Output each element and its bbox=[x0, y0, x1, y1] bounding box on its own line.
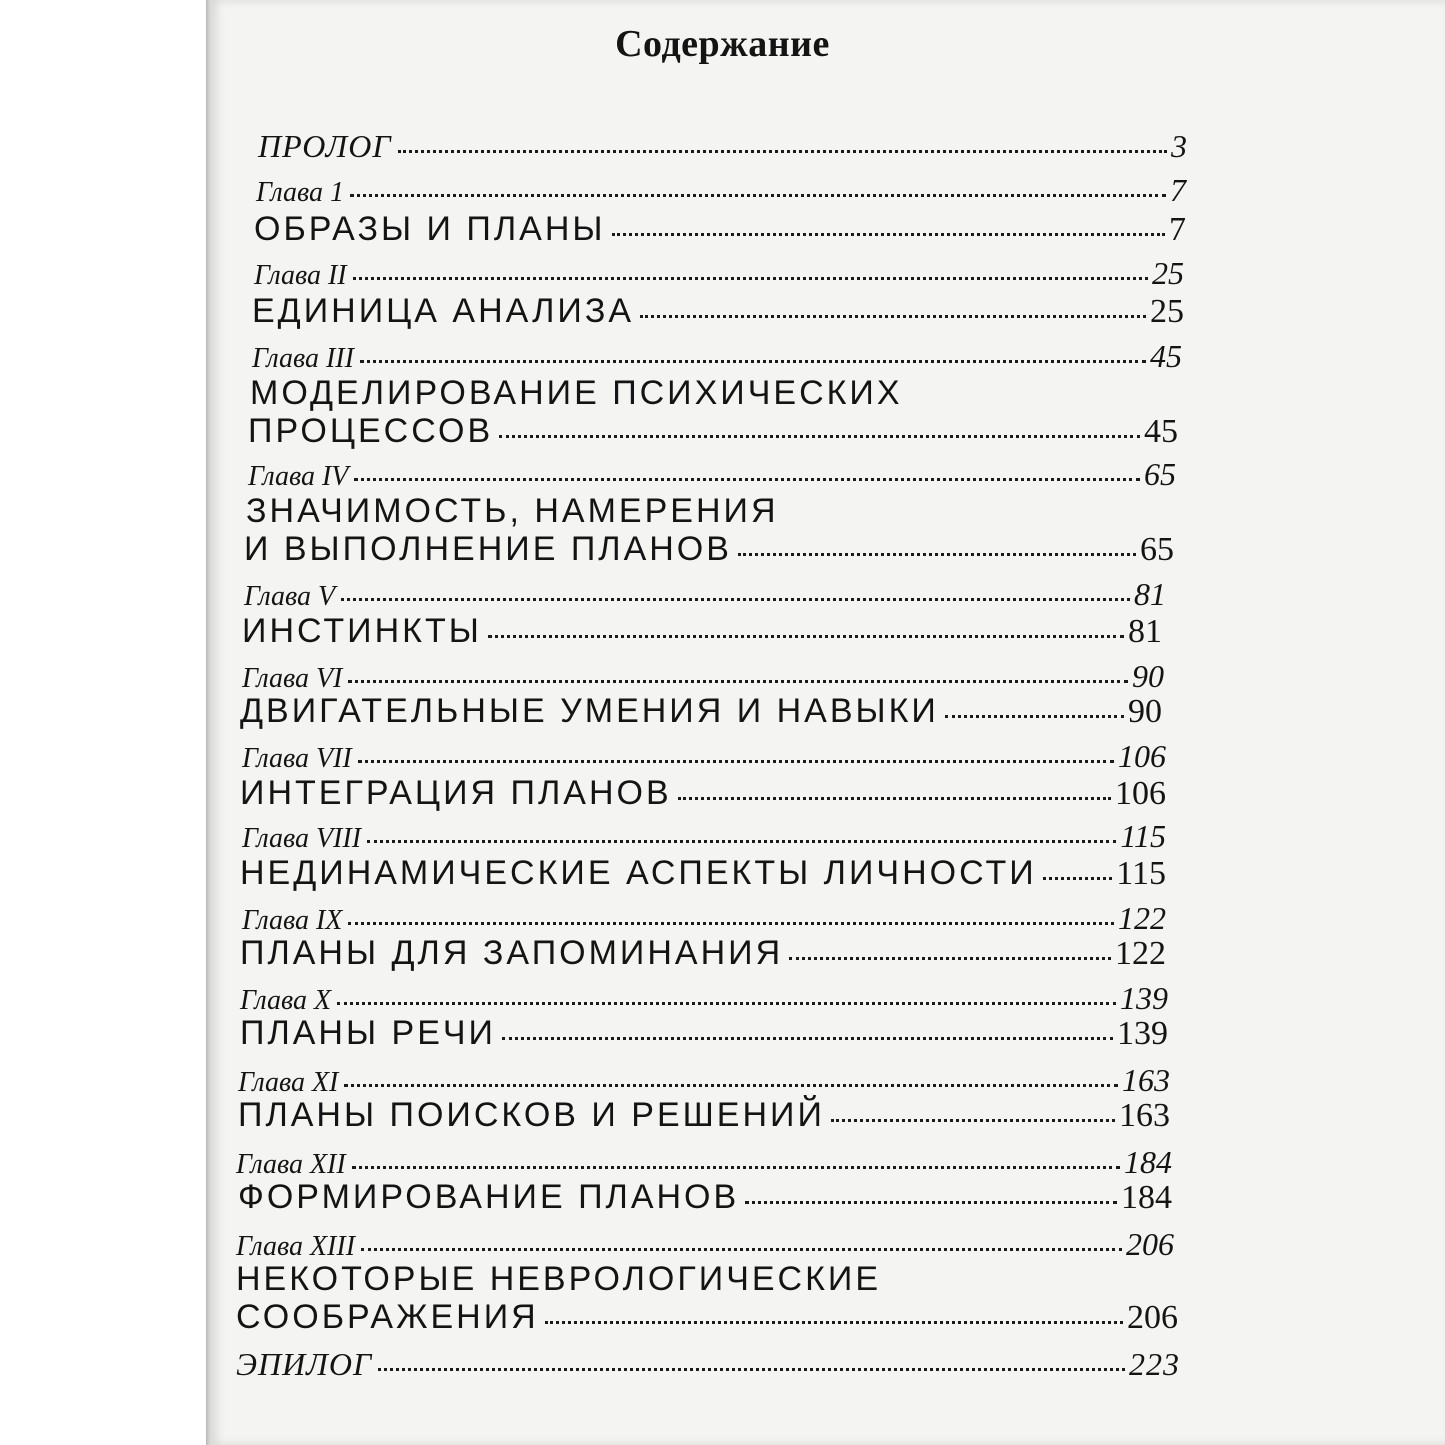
dot-leader bbox=[789, 954, 1111, 960]
dot-leader bbox=[353, 274, 1148, 280]
toc-chapter-6[interactable] bbox=[242, 658, 1164, 695]
heading-label: НЕДИНАМИЧЕСКИЕ АСПЕКТЫ ЛИЧНОСТИ bbox=[240, 854, 1037, 892]
chapter-page-number: 65 bbox=[1144, 456, 1176, 492]
dot-leader bbox=[354, 475, 1140, 481]
chapter-page-number: 139 bbox=[1120, 980, 1168, 1016]
heading-page-number: 25 bbox=[1150, 293, 1184, 330]
dot-leader bbox=[1043, 874, 1113, 880]
dot-leader bbox=[367, 837, 1116, 843]
chapter-page-number: 45 bbox=[1150, 338, 1182, 374]
toc-heading-13-line1[interactable]: НЕКОТОРЫЕ НЕВРОЛОГИЧЕСКИЕ bbox=[236, 1260, 882, 1298]
heading-page-number: 184 bbox=[1121, 1179, 1172, 1216]
toc-heading-4-line1[interactable]: ЗНАЧИМОСТЬ, НАМЕРЕНИЯ bbox=[246, 492, 779, 530]
chapter-label: Глава XII bbox=[236, 1149, 346, 1180]
entry-label: ПРОЛОГ bbox=[258, 128, 392, 164]
toc-heading-11[interactable] bbox=[238, 1096, 1170, 1135]
heading-page-number: 115 bbox=[1116, 855, 1166, 892]
dot-leader bbox=[344, 1081, 1118, 1087]
chapter-page-number: 122 bbox=[1118, 900, 1166, 936]
toc-heading-3-line1[interactable]: МОДЕЛИРОВАНИЕ ПСИХИЧЕСКИХ bbox=[250, 374, 903, 412]
dot-leader bbox=[348, 677, 1128, 683]
toc-chapter-5[interactable] bbox=[244, 576, 1166, 613]
chapter-label: Глава XI bbox=[238, 1067, 339, 1098]
dot-leader bbox=[352, 1163, 1120, 1169]
dot-leader bbox=[337, 999, 1116, 1005]
heading-page-number: 90 bbox=[1128, 693, 1162, 730]
toc-heading-7[interactable] bbox=[240, 774, 1166, 813]
heading-page-number: 7 bbox=[1169, 211, 1186, 248]
toc-entry-epilogue[interactable] bbox=[236, 1346, 1180, 1383]
entry-page-number: 223 bbox=[1129, 1346, 1180, 1382]
dot-leader bbox=[738, 550, 1136, 556]
dot-leader bbox=[398, 147, 1167, 153]
dot-leader bbox=[361, 1245, 1122, 1251]
dot-leader bbox=[341, 595, 1130, 601]
heading-label: ИНТЕГРАЦИЯ ПЛАНОВ bbox=[240, 774, 672, 812]
heading-page-number: 106 bbox=[1115, 775, 1166, 812]
toc-heading-2[interactable] bbox=[252, 292, 1184, 331]
chapter-page-number: 206 bbox=[1126, 1226, 1174, 1262]
heading-label: ЕДИНИЦА АНАЛИЗА bbox=[252, 292, 635, 330]
heading-page-number: 163 bbox=[1119, 1097, 1170, 1134]
chapter-page-number: 90 bbox=[1132, 658, 1164, 694]
chapter-page-number: 81 bbox=[1134, 576, 1166, 612]
chapter-label: Глава III bbox=[252, 343, 354, 374]
toc-chapter-13[interactable] bbox=[236, 1226, 1174, 1263]
heading-label: ФОРМИРОВАНИЕ ПЛАНОВ bbox=[238, 1178, 740, 1216]
heading-page-number: 45 bbox=[1144, 413, 1178, 450]
toc-chapter-8[interactable] bbox=[242, 818, 1166, 855]
toc-chapter-4[interactable] bbox=[248, 456, 1176, 493]
dot-leader bbox=[502, 1034, 1113, 1040]
chapter-label: Глава VII bbox=[242, 743, 352, 774]
chapter-page-number: 106 bbox=[1118, 738, 1166, 774]
toc-chapter-10[interactable] bbox=[240, 980, 1168, 1017]
heading-label: ПРОЦЕССОВ bbox=[248, 412, 494, 450]
toc-chapter-1[interactable] bbox=[256, 172, 1186, 209]
chapter-page-number: 184 bbox=[1124, 1144, 1172, 1180]
dot-leader bbox=[640, 312, 1146, 318]
toc-heading-6[interactable] bbox=[240, 692, 1162, 731]
chapter-label: Глава XIII bbox=[236, 1231, 356, 1262]
toc-heading-8[interactable] bbox=[240, 854, 1166, 893]
heading-label: ПЛАНЫ ПОИСКОВ И РЕШЕНИЙ bbox=[238, 1096, 825, 1134]
page-title: Содержание bbox=[615, 23, 830, 65]
heading-label: СООБРАЖЕНИЯ bbox=[236, 1298, 539, 1336]
chapter-page-number: 7 bbox=[1170, 172, 1186, 208]
heading-page-number: 206 bbox=[1127, 1299, 1178, 1336]
dot-leader bbox=[348, 919, 1114, 925]
dot-leader bbox=[678, 794, 1111, 800]
chapter-page-number: 163 bbox=[1122, 1062, 1170, 1098]
dot-leader bbox=[358, 757, 1114, 763]
toc-heading-1[interactable] bbox=[254, 210, 1186, 249]
chapter-label: Глава II bbox=[254, 260, 347, 291]
dot-leader bbox=[831, 1116, 1115, 1122]
dot-leader bbox=[350, 191, 1166, 197]
chapter-label: Глава IX bbox=[242, 905, 343, 936]
dot-leader bbox=[612, 230, 1165, 236]
chapter-label: Глава X bbox=[240, 985, 332, 1016]
dot-leader bbox=[499, 432, 1140, 438]
heading-page-number: 139 bbox=[1117, 1015, 1168, 1052]
chapter-label: Глава IV bbox=[248, 461, 349, 492]
chapter-label: Глава VI bbox=[242, 663, 343, 694]
toc-chapter-9[interactable] bbox=[242, 900, 1166, 937]
dot-leader bbox=[545, 1318, 1123, 1324]
toc-chapter-7[interactable] bbox=[242, 738, 1166, 775]
heading-label: ИНСТИНКТЫ bbox=[242, 612, 482, 650]
dot-leader bbox=[360, 357, 1146, 363]
toc-heading-4[interactable] bbox=[244, 530, 1174, 569]
toc-chapter-2[interactable] bbox=[254, 255, 1184, 292]
entry-page-number: 3 bbox=[1171, 128, 1188, 164]
heading-label: ПЛАНЫ РЕЧИ bbox=[240, 1014, 496, 1052]
toc-heading-5[interactable] bbox=[242, 612, 1162, 651]
dot-leader bbox=[745, 1198, 1117, 1204]
dot-leader bbox=[945, 712, 1124, 718]
toc-heading-13[interactable] bbox=[236, 1298, 1178, 1337]
heading-page-number: 81 bbox=[1128, 613, 1162, 650]
heading-label: ДВИГАТЕЛЬНЫЕ УМЕНИЯ И НАВЫКИ bbox=[240, 692, 939, 730]
heading-page-number: 65 bbox=[1140, 531, 1174, 568]
chapter-label: Глава V bbox=[244, 581, 336, 612]
chapter-page-number: 115 bbox=[1120, 818, 1166, 854]
toc-heading-12[interactable] bbox=[238, 1178, 1172, 1217]
heading-page-number: 122 bbox=[1115, 935, 1166, 972]
chapter-page-number: 25 bbox=[1152, 255, 1184, 291]
entry-label: ЭПИЛОГ bbox=[236, 1346, 373, 1382]
dot-leader bbox=[488, 632, 1124, 638]
toc-entry-prologue[interactable] bbox=[258, 128, 1188, 165]
toc-chapter-11[interactable] bbox=[238, 1062, 1170, 1099]
dot-leader bbox=[378, 1365, 1125, 1371]
chapter-label: Глава 1 bbox=[256, 177, 344, 208]
chapter-label: Глава VIII bbox=[242, 823, 362, 854]
toc-heading-9[interactable] bbox=[240, 934, 1166, 973]
toc-heading-10[interactable] bbox=[240, 1014, 1168, 1053]
toc-chapter-12[interactable] bbox=[236, 1144, 1172, 1181]
heading-label: И ВЫПОЛНЕНИЕ ПЛАНОВ bbox=[244, 530, 732, 568]
toc-heading-3[interactable] bbox=[248, 412, 1178, 451]
heading-label: ОБРАЗЫ И ПЛАНЫ bbox=[254, 210, 606, 248]
heading-label: ПЛАНЫ ДЛЯ ЗАПОМИНАНИЯ bbox=[240, 934, 784, 972]
toc-chapter-3[interactable] bbox=[252, 338, 1182, 375]
